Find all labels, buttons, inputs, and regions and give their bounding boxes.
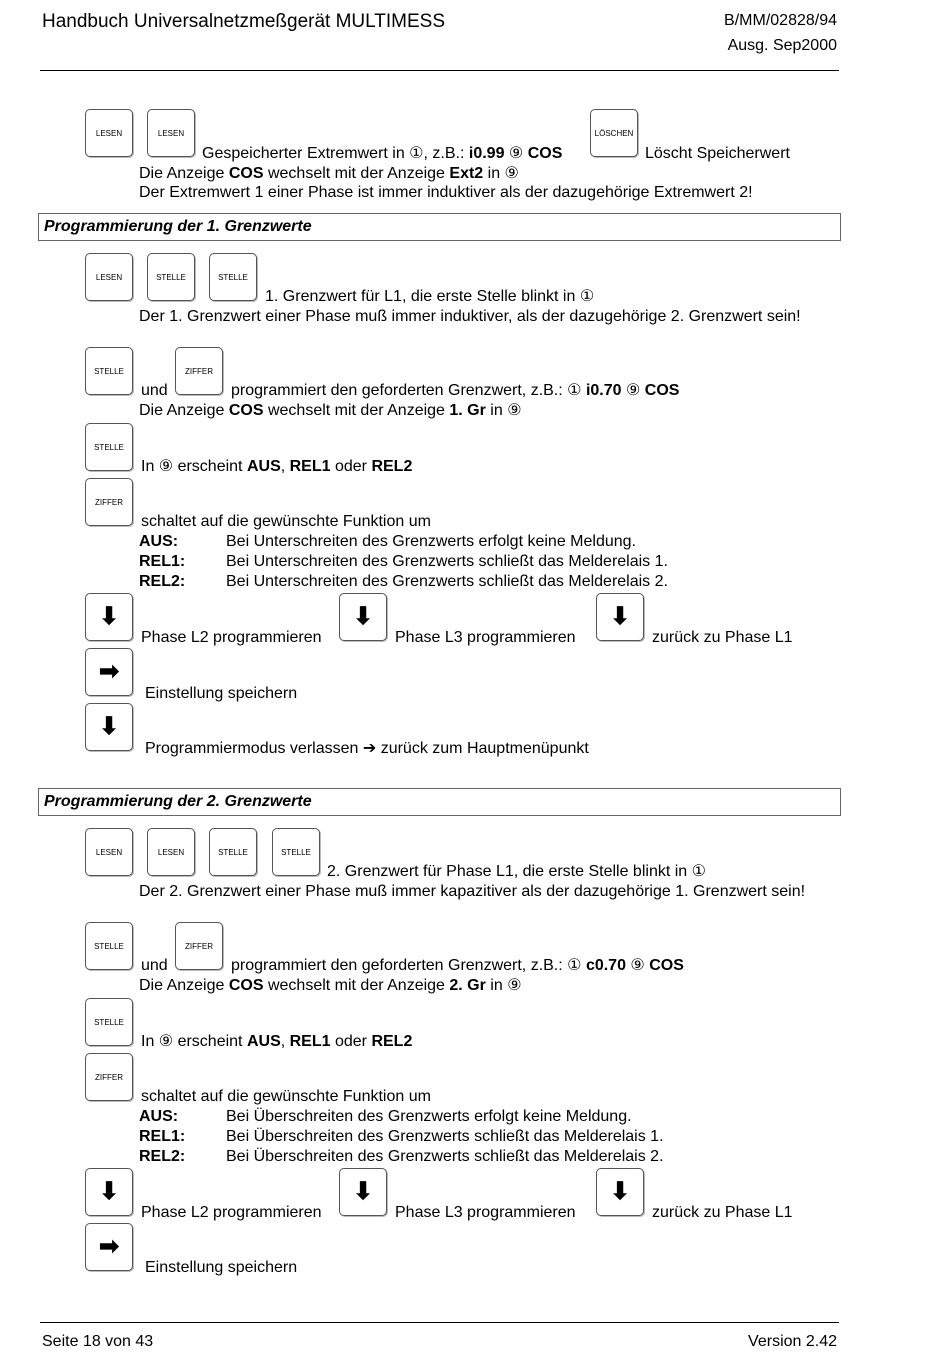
stored-extreme-text: Gespeicherter Extremwert in ①, z.B.: i0.99 ⑨ COS [202,145,563,162]
intro-note: Der Extremwert 1 einer Phase ist immer induktiver als der dazugehörige Extremwert 2! [139,184,753,201]
stelle-key: STELLE [85,423,133,471]
option-label: AUS: [139,533,179,550]
option-label: AUS: [139,1108,179,1125]
display-change-text: Die Anzeige COS wechselt mit der Anzeige 1. Gr in ⑨ [139,402,522,419]
arrow-down-key: ⬇ [339,593,387,641]
appears-text: In ⑨ erscheint AUS, REL1 oder REL2 [141,458,413,475]
arrow-down-key: ⬇ [596,1168,644,1216]
limit-note: Der 1. Grenzwert einer Phase muß immer induktiver, als der dazugehörige 2. Grenzwert sein! [139,308,801,325]
section-title: Programmierung der 1. Grenzwerte [38,213,841,241]
phase-l3-text: Phase L3 programmieren [395,629,576,646]
back-l1-text: zurück zu Phase L1 [652,629,793,646]
option-label: REL1: [139,553,186,570]
page-number: Seite 18 von 43 [42,1333,154,1350]
arrow-down-key: ⬇ [339,1168,387,1216]
lesen-key: LESEN [85,828,133,876]
arrow-down-key: ⬇ [85,593,133,641]
appears-text: In ⑨ erscheint AUS, REL1 oder REL2 [141,1033,413,1050]
page-title: Handbuch Universalnetzmeßgerät MULTIMESS [42,11,446,32]
stelle-key: STELLE [209,253,257,301]
program-text: programmiert den geforderten Grenzwert, z.B.: ① i0.70 ⑨ COS [231,382,680,399]
second-limit-text: 2. Grenzwert für Phase L1, die erste Stelle blinkt in ① [327,863,706,880]
first-limit-text: 1. Grenzwert für L1, die erste Stelle blinkt in ① [265,288,595,305]
lesen-key: LESEN [85,109,133,157]
ziffer-key: ZIFFER [85,478,133,526]
option-label: REL2: [139,1148,186,1165]
edition-date: Ausg. Sep2000 [727,37,837,54]
und-text: und [141,382,168,399]
option-description: Bei Unterschreiten des Grenzwerts schließt das Melderelais 2. [226,573,668,590]
option-description: Bei Überschreiten des Grenzwerts erfolgt keine Meldung. [226,1108,632,1125]
stelle-key: STELLE [85,347,133,395]
option-description: Bei Unterschreiten des Grenzwerts erfolgt keine Meldung. [226,533,636,550]
delete-text: Löscht Speicherwert [645,145,790,162]
display-change-text: Die Anzeige COS wechselt mit der Anzeige 2. Gr in ⑨ [139,977,522,994]
arrow-down-key: ⬇ [85,703,133,751]
save-text: Einstellung speichern [145,1259,298,1276]
lesen-key: LESEN [85,253,133,301]
option-label: REL2: [139,573,186,590]
stelle-key: STELLE [85,998,133,1046]
ziffer-key: ZIFFER [175,922,223,970]
option-label: REL1: [139,1128,186,1145]
intro-display-text: Die Anzeige COS wechselt mit der Anzeige Ext2 in ⑨ [139,165,519,182]
document-number: B/MM/02828/94 [724,12,837,29]
limit-note: Der 2. Grenzwert einer Phase muß immer kapazitiver als der dazugehörige 1. Grenzwert sein! [139,883,806,900]
exit-text: Programmiermodus verlassen ➔ zurück zum Hauptmenüpunkt [145,740,589,757]
switch-function-text: schaltet auf die gewünschte Funktion um [141,1088,431,1105]
lesen-key: LESEN [147,109,195,157]
phase-l3-text: Phase L3 programmieren [395,1204,576,1221]
phase-l2-text: Phase L2 programmieren [141,1204,322,1221]
arrow-down-key: ⬇ [596,593,644,641]
option-description: Bei Überschreiten des Grenzwerts schließt das Melderelais 2. [226,1148,664,1165]
switch-function-text: schaltet auf die gewünschte Funktion um [141,513,431,530]
stelle-key: STELLE [85,922,133,970]
stelle-key: STELLE [209,828,257,876]
footer-rule [40,1322,839,1323]
loeschen-key: LÖSCHEN [590,109,638,157]
und-text: und [141,957,168,974]
stelle-key: STELLE [272,828,320,876]
arrow-right-key: ➡ [85,1223,133,1271]
version-label: Version 2.42 [748,1333,837,1350]
arrow-down-key: ⬇ [85,1168,133,1216]
section-title: Programmierung der 2. Grenzwerte [38,788,841,816]
stelle-key: STELLE [147,253,195,301]
option-description: Bei Überschreiten des Grenzwerts schließt das Melderelais 1. [226,1128,664,1145]
phase-l2-text: Phase L2 programmieren [141,629,322,646]
header-rule [40,70,839,71]
option-description: Bei Unterschreiten des Grenzwerts schließt das Melderelais 1. [226,553,668,570]
back-l1-text: zurück zu Phase L1 [652,1204,793,1221]
program-text: programmiert den geforderten Grenzwert, z.B.: ① c0.70 ⑨ COS [231,957,684,974]
save-text: Einstellung speichern [145,685,298,702]
ziffer-key: ZIFFER [85,1053,133,1101]
ziffer-key: ZIFFER [175,347,223,395]
lesen-key: LESEN [147,828,195,876]
arrow-right-key: ➡ [85,648,133,696]
